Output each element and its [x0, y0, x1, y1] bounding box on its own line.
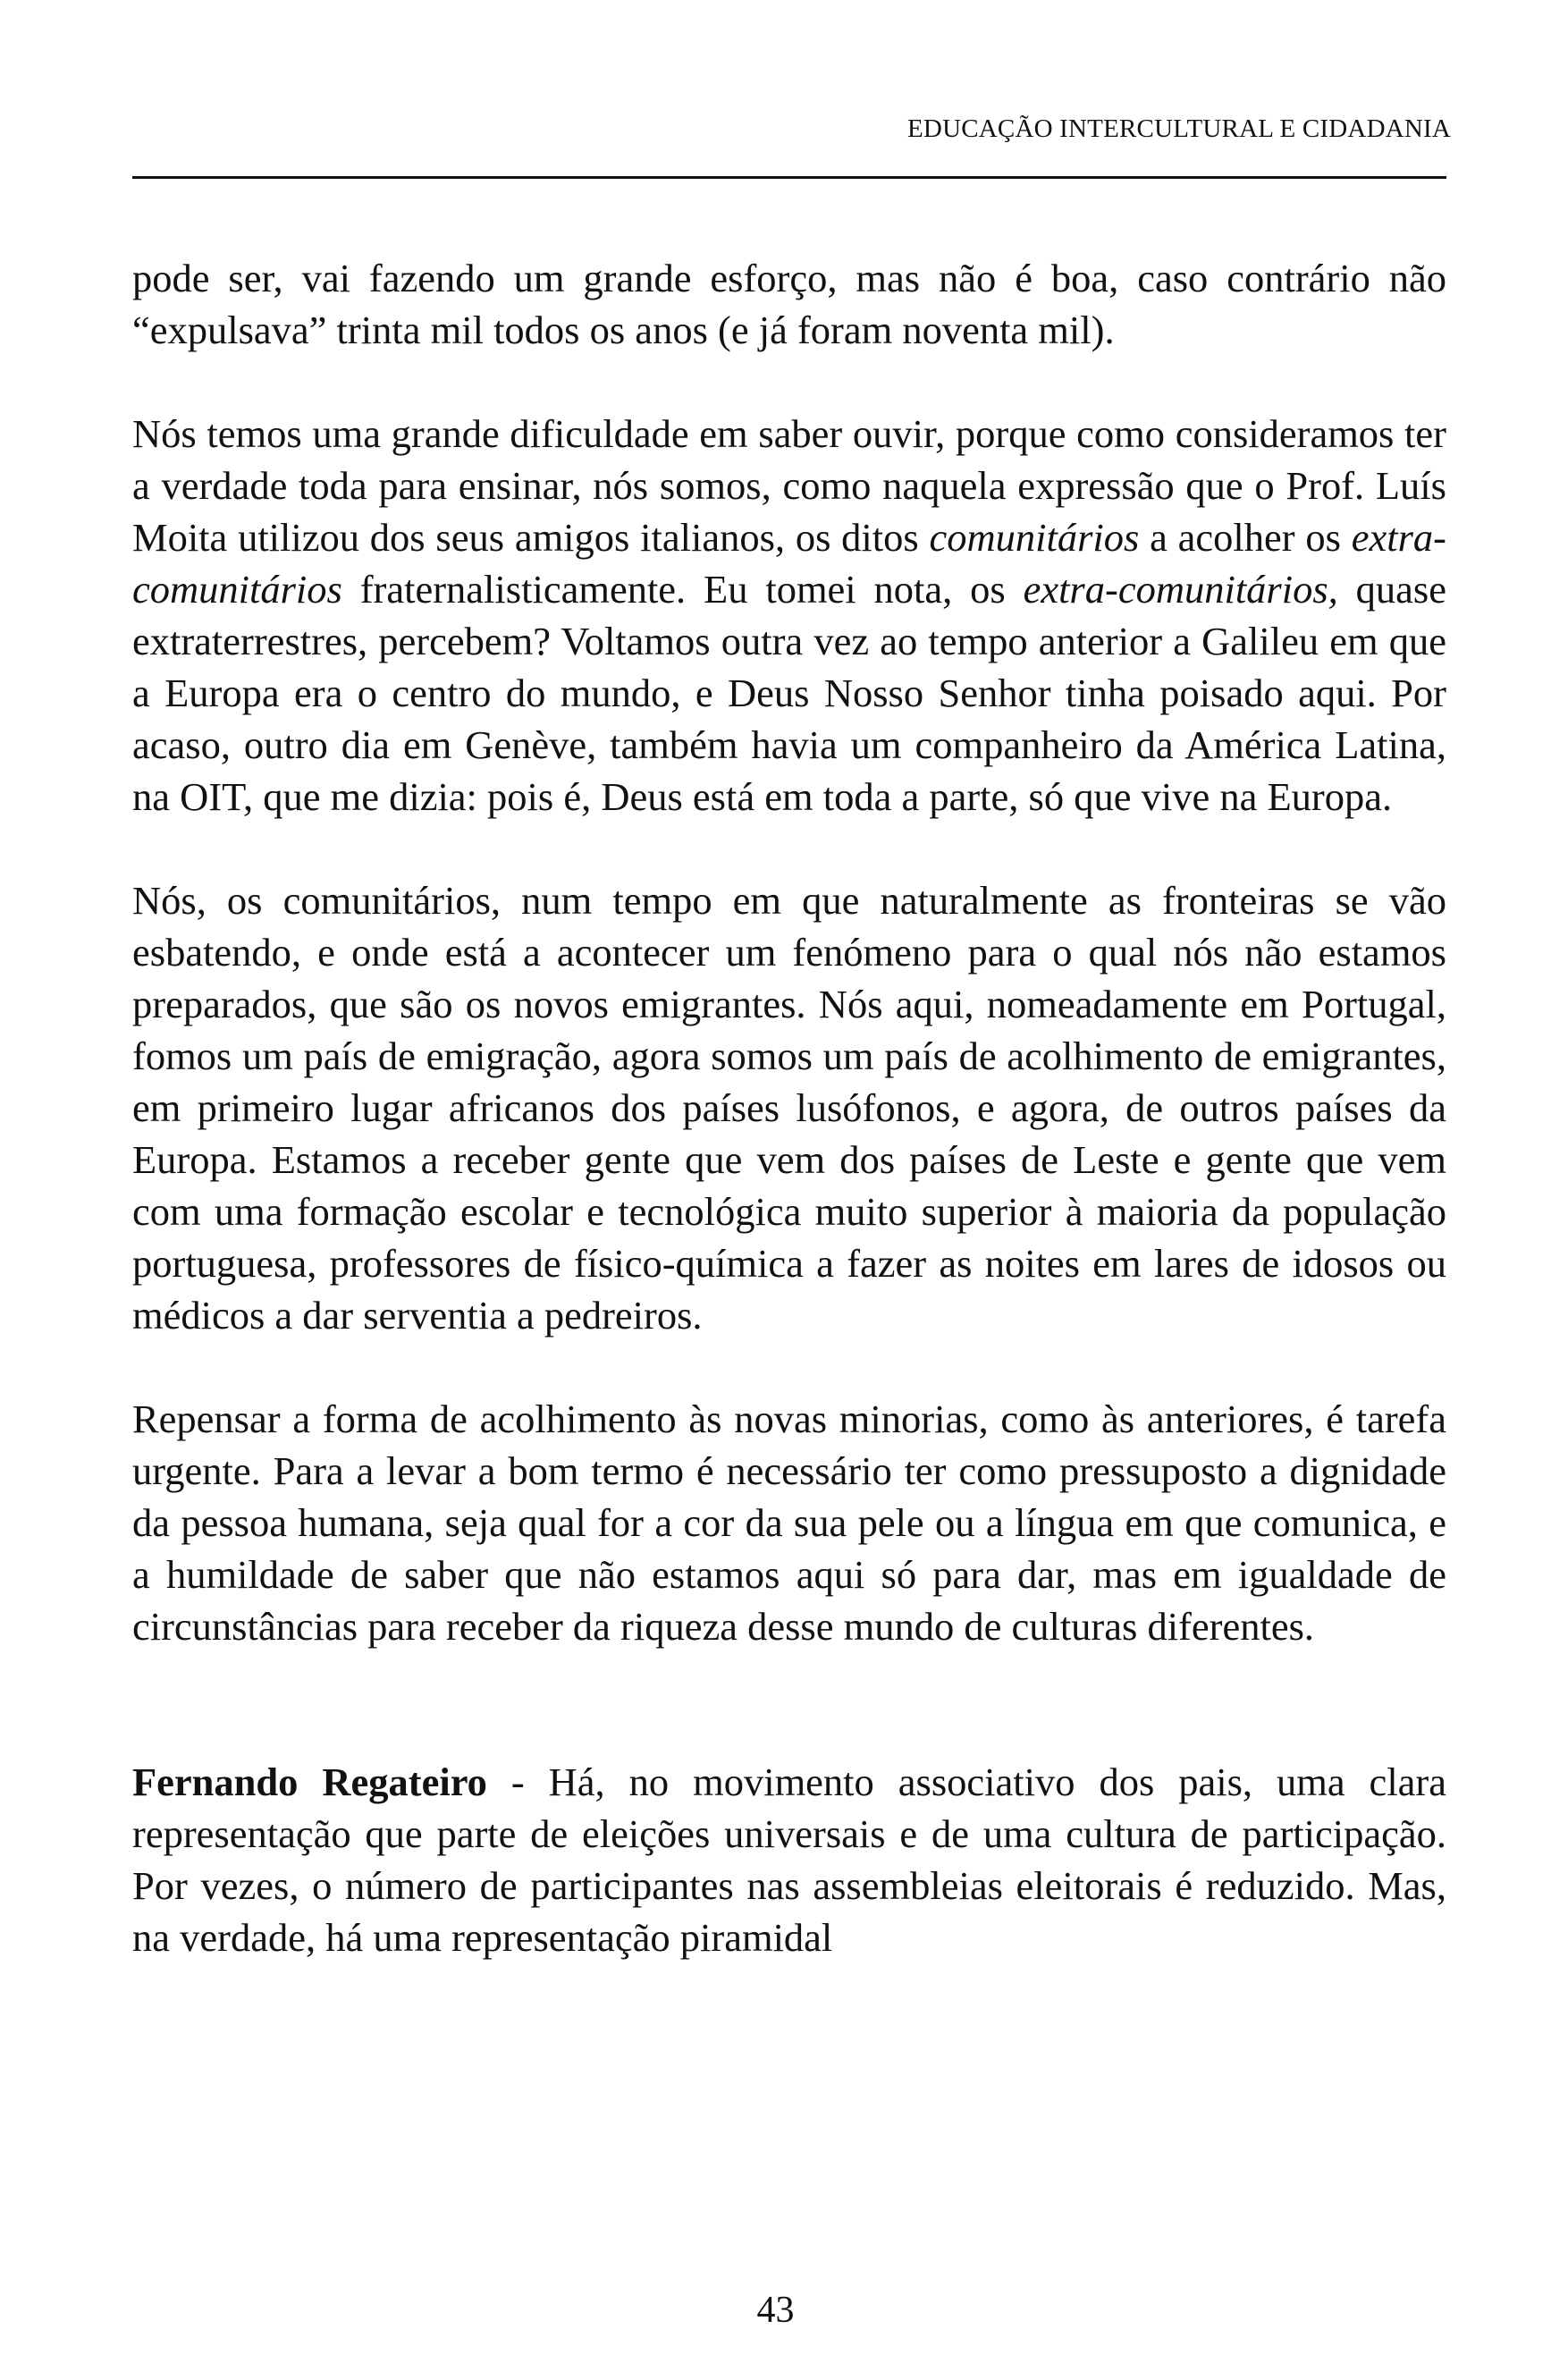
header-rule	[132, 176, 1446, 179]
italic-term-extra-comunitarios: extra-comunitários	[132, 515, 1446, 612]
running-header: EDUCAÇÃO INTERCULTURAL E CIDADANIA	[907, 114, 1451, 143]
paragraph-5	[132, 1756, 1446, 1963]
paragraph-2-text-3: fraternalisticamente. Eu tomei nota, os	[341, 567, 1024, 612]
paragraph-2	[132, 408, 1446, 823]
page-number: 43	[756, 2290, 795, 2331]
italic-term-comunitarios: comunitários	[929, 515, 1140, 560]
italic-term-extra-comunitarios-2: extra-comunitários,	[1023, 567, 1338, 612]
paragraph-3: Nós, os comunitários, num tempo em que naturalmente as fronteiras se vão esbatendo, e onde está a acontecer um fenómeno para o qual nós não estamos preparados, que são os novos emigrantes. Nós aqui, nomeadamente em Portugal, fomos um país de emigração, agora somos um país de acolhimento de emigrantes, em primeiro lugar africanos dos países lusófonos, e agora, de outros países da Europa. Estamos a receber gente que vem dos países de Leste e gente que vem com uma formação escolar e tecnológica muito superior à maioria da população portuguesa, professores de físico-química a fazer as noites em lares de idosos ou médicos a dar serventia a pedreiros.	[132, 878, 1446, 1338]
paragraph-1: pode ser, vai fazendo um grande esforço, mas não é boa, caso contrário não “expulsava” trinta mil todos os anos (e já foram noventa mil).	[132, 256, 1446, 352]
paragraph-2-text-2: a acolher os	[1139, 515, 1352, 560]
speaker-name: Fernando Regateiro	[132, 1760, 487, 1804]
paragraph-2-text-1: Nós temos uma grande dificuldade em saber ouvir, porque como consideramos ter a verdade toda para ensinar, nós somos, como naquela expressão que o Prof. Luís Moita utilizou dos seus amigos italianos, os ditos	[132, 411, 1446, 560]
paragraph-4: Repensar a forma de acolhimento às novas minorias, como às anteriores, é tarefa urgente. Para a levar a bom termo é necessário ter como pressuposto a dignidade da pessoa humana, seja qual for a cor da sua pele ou a língua em que comunica, e a humildade de saber que não estamos aqui só para dar, mas em igualdade de circunstâncias para receber da riqueza desse mundo de culturas diferentes.	[132, 1397, 1446, 1649]
page-body	[132, 252, 1446, 1963]
paragraph-5-text: - Há, no movimento associativo dos pais, uma clara representação que parte de eleições universais e de uma cultura de participação. Por vezes, o número de participantes nas assembleias eleitorais é reduzido. Mas, na verdade, há uma representação piramidal	[132, 1760, 1446, 1960]
paragraph-2-text-4: quase extraterrestres, percebem? Voltamos outra vez ao tempo anterior a Galileu em que a Europa era o centro do mundo, e Deus Nosso Senhor tinha poisado aqui. Por acaso, outro dia em Genève, também havia um companheiro da América Latina, na OIT, que me dizia: pois é, Deus está em toda a parte, só que vive na Europa.	[132, 567, 1446, 819]
